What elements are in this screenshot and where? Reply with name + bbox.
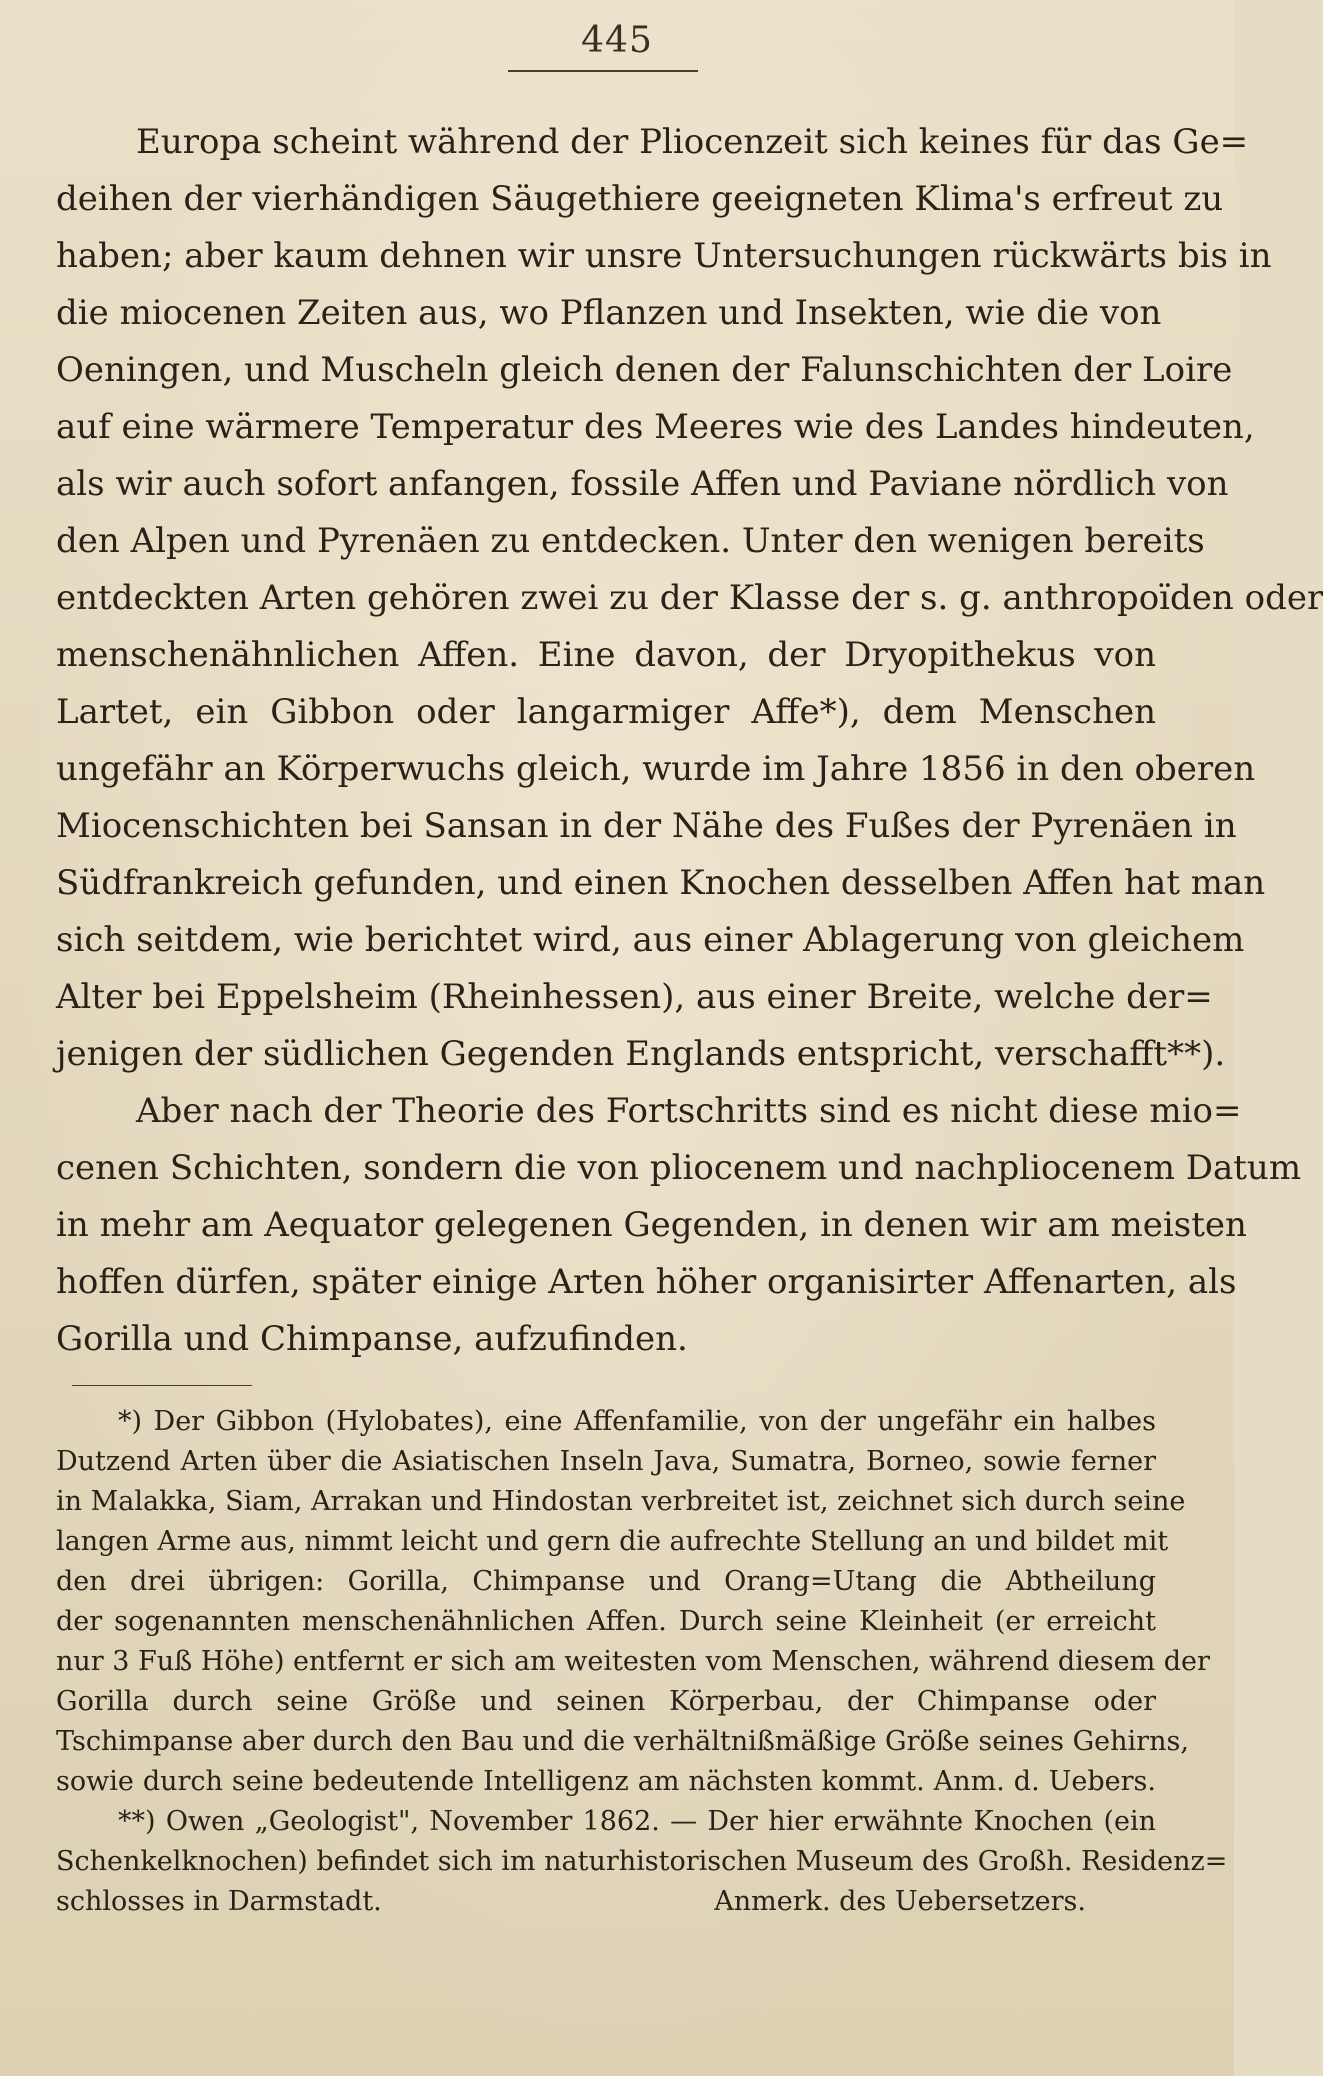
body-line: jenigen der südlichen Gegenden Englands entspricht, verschafft**).	[56, 1034, 1226, 1074]
body-line: in mehr am Aequator gelegenen Gegenden, in denen wir am meisten	[56, 1205, 1247, 1245]
body-line: sich seitdem, wie berichtet wird, aus einer Ablagerung von gleichem	[56, 920, 1245, 960]
body-line: haben; aber kaum dehnen wir unsre Untersuchungen rückwärts bis in	[56, 236, 1272, 276]
footnote-rule	[72, 1385, 252, 1386]
footnote-line: Dutzend Arten über die Asiatischen Inseln Java, Sumatra, Borneo, sowie ferner	[56, 1446, 1156, 1477]
header-rule	[508, 70, 698, 72]
body-line: Europa scheint während der Pliocenzeit sich keines für das Ge=	[136, 122, 1249, 162]
body-line: den Alpen und Pyrenäen zu entdecken. Unter den wenigen bereits	[56, 521, 1205, 561]
body-text	[56, 114, 1323, 1368]
body-line: Aber nach der Theorie des Fortschritts sind es nicht diese mio=	[136, 1091, 1242, 1131]
body-line: die miocenen Zeiten aus, wo Pflanzen und Insekten, wie die von	[56, 293, 1162, 333]
body-line: Lartet, ein Gibbon oder langarmiger Affe*), dem Menschen	[56, 692, 1156, 732]
footnote-line: Gorilla durch seine Größe und seinen Körperbau, der Chimpanse oder	[56, 1686, 1156, 1717]
footnote-line: sowie durch seine bedeutende Intelligenz am nächsten kommt. Anm. d. Uebers.	[56, 1766, 1156, 1797]
body-line: Oeningen, und Muscheln gleich denen der Falunschichten der Loire	[56, 350, 1233, 390]
footnote-line: *) Der Gibbon (Hylobates), eine Affenfamilie, von der ungefähr ein halbes	[118, 1406, 1156, 1437]
body-line: als wir auch sofort anfangen, fossile Affen und Paviane nördlich von	[56, 464, 1229, 504]
body-line: deihen der vierhändigen Säugethiere geeigneten Klima's erfreut zu	[56, 179, 1224, 219]
body-line: menschenähnlichen Affen. Eine davon, der Dryopithekus von	[56, 635, 1156, 675]
body-line: Alter bei Eppelsheim (Rheinhessen), aus einer Breite, welche der=	[56, 977, 1213, 1017]
footnote-line: **) Owen „Geologist", November 1862. — Der hier erwähnte Knochen (ein	[118, 1806, 1156, 1837]
body-line: Südfrankreich gefunden, und einen Knochen desselben Affen hat man	[56, 863, 1266, 903]
footnote-line: Schenkelknochen) befindet sich im naturhistorischen Museum des Großh. Residenz=	[56, 1846, 1228, 1877]
body-line: auf eine wärmere Temperatur des Meeres wie des Landes hindeuten,	[56, 407, 1255, 447]
footnote-final-left: schlosses in Darmstadt.	[56, 1886, 382, 1917]
body-line: Miocenschichten bei Sansan in der Nähe des Fußes der Pyrenäen in	[56, 806, 1237, 846]
page-number: 445	[581, 20, 653, 61]
footnote-line: der sogenannten menschenähnlichen Affen. Durch seine Kleinheit (er erreicht	[56, 1606, 1156, 1637]
footnote-line: in Malakka, Siam, Arrakan und Hindostan verbreitet ist, zeichnet sich durch seine	[56, 1486, 1186, 1517]
footnote-line: langen Arme aus, nimmt leicht und gern die aufrechte Stellung an und bildet mit	[56, 1526, 1169, 1557]
footnote-line: Tschimpanse aber durch den Bau und die verhältnißmäßige Größe seines Gehirns,	[56, 1726, 1189, 1757]
body-line: ungefähr an Körperwuchs gleich, wurde im Jahre 1856 in den oberen	[56, 749, 1256, 789]
footnote-final-line	[56, 1882, 1156, 1922]
footnote-line: den drei übrigen: Gorilla, Chimpanse und Orang=Utang die Abtheilung	[56, 1566, 1156, 1597]
body-line: Gorilla und Chimpanse, aufzufinden.	[56, 1319, 688, 1359]
footnote-line: nur 3 Fuß Höhe) entfernt er sich am weitesten vom Menschen, während diesem der	[56, 1646, 1210, 1677]
body-line: hoffen dürfen, später einige Arten höher organisirter Affenarten, als	[56, 1262, 1237, 1302]
body-line: cenen Schichten, sondern die von pliocenem und nachpliocenem Datum	[56, 1148, 1302, 1188]
body-line: entdeckten Arten gehören zwei zu der Klasse der s. g. anthropoïden oder	[56, 578, 1323, 618]
footnotes	[56, 1402, 1228, 1922]
footnote-final-signature: Anmerk. des Uebersetzers.	[714, 1886, 1086, 1917]
